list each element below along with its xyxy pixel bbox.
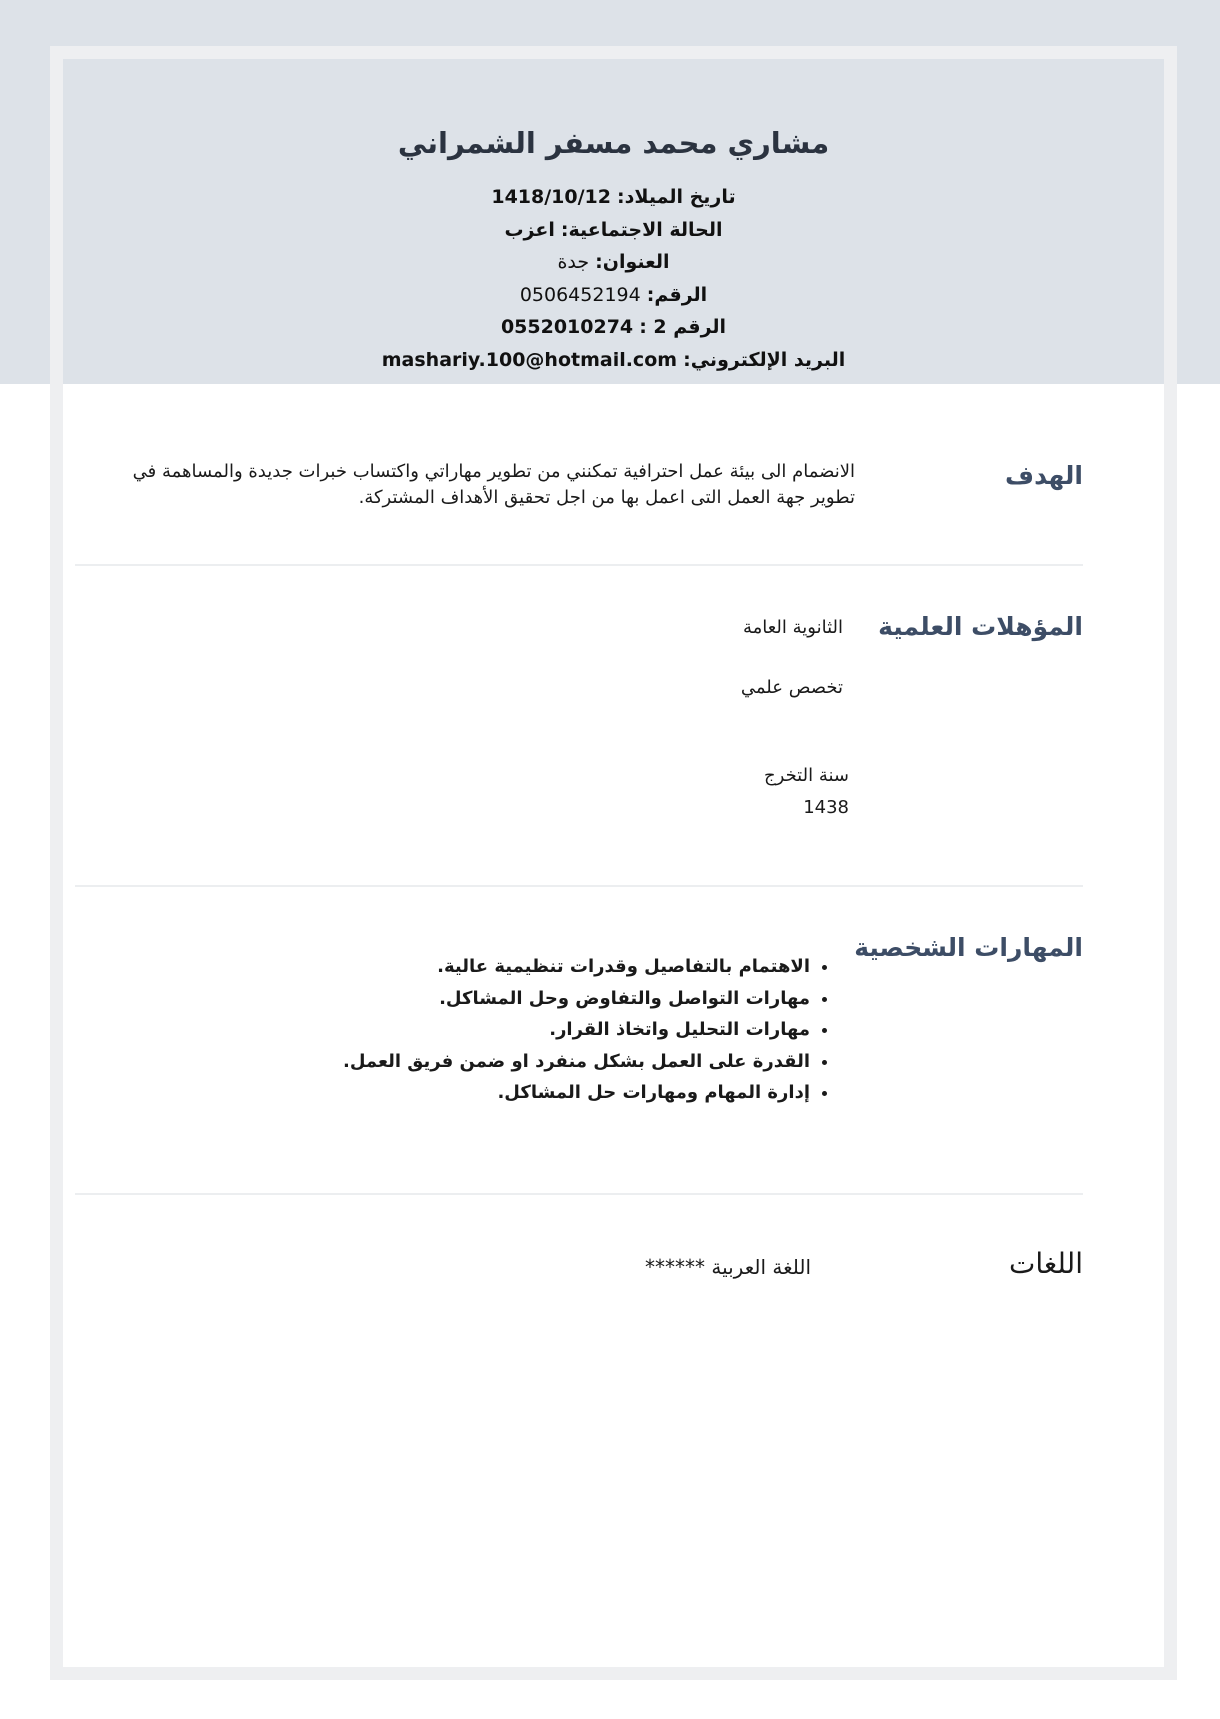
skill-item: • القدرة على العمل بشكل منفرد او ضمن فريق العمل. — [343, 1046, 810, 1078]
skills-list — [343, 951, 838, 1109]
qualification-major: تخصص علمي — [740, 677, 843, 698]
skill-item: • إدارة المهام ومهارات حل المشاكل. — [343, 1077, 810, 1109]
skills-title: المهارات الشخصية — [854, 933, 1083, 962]
skills-section — [75, 933, 1083, 1133]
personal-info-header — [63, 123, 1164, 376]
skill-item: • مهارات التواصل والتفاوض وحل المشاكل. — [343, 983, 810, 1015]
address-label: العنوان: — [595, 251, 670, 273]
email-line — [63, 344, 1164, 377]
phone-line — [63, 279, 1164, 312]
marital-status-label: الحالة الاجتماعية: — [560, 218, 723, 241]
qualifications-section — [75, 612, 1083, 852]
phone2-line — [63, 311, 1164, 344]
qualification-degree: الثانوية العامة — [742, 617, 843, 638]
marital-status-value: اعزب — [504, 218, 555, 241]
applicant-name: مشاري محمد مسفر الشمراني — [397, 126, 830, 160]
marital-status-line — [63, 214, 1164, 247]
section-divider — [75, 1193, 1083, 1195]
language-entry: اللغة العربية ****** — [644, 1255, 811, 1279]
address-value: جدة — [557, 251, 590, 273]
phone-value: 0506452194 — [519, 283, 641, 306]
languages-title: اللغات — [1009, 1247, 1083, 1280]
address-line — [63, 246, 1164, 279]
phone2-value: 0552010274 — [500, 316, 634, 338]
birthdate-line — [63, 181, 1164, 214]
graduation-year-value: 1438 — [803, 797, 849, 818]
phone-label: الرقم: — [646, 283, 708, 306]
objective-title: الهدف — [1005, 461, 1083, 490]
email-value: mashariy.100@hotmail.com — [381, 348, 678, 371]
objective-text: الانضمام الى بيئة عمل احترافية تمكنني من تطوير مهاراتي واكتساب خبرات جديدة والمساهمة في تطوير جهة العمل التى اعمل بها من اجل تحقيق الأهداف المشتركة. — [132, 461, 855, 508]
skill-item: • مهارات التحليل واتخاذ القرار. — [343, 1014, 810, 1046]
birthdate-label: تاريخ الميلاد: — [617, 186, 736, 208]
email-label: البريد الإلكتروني: — [683, 348, 846, 371]
section-divider — [75, 564, 1083, 566]
languages-section — [75, 1249, 1083, 1309]
skill-item: • الاهتمام بالتفاصيل وقدرات تنظيمية عالية. — [343, 951, 810, 983]
objective-section — [75, 459, 1083, 519]
section-divider — [75, 885, 1083, 887]
phone2-label: الرقم 2 : — [639, 316, 727, 338]
resume-page — [63, 59, 1164, 1667]
graduation-year-label: سنة التخرج — [764, 765, 849, 786]
birthdate-value: 1418/10/12 — [491, 186, 611, 208]
qualifications-title: المؤهلات العلمية — [878, 612, 1083, 641]
